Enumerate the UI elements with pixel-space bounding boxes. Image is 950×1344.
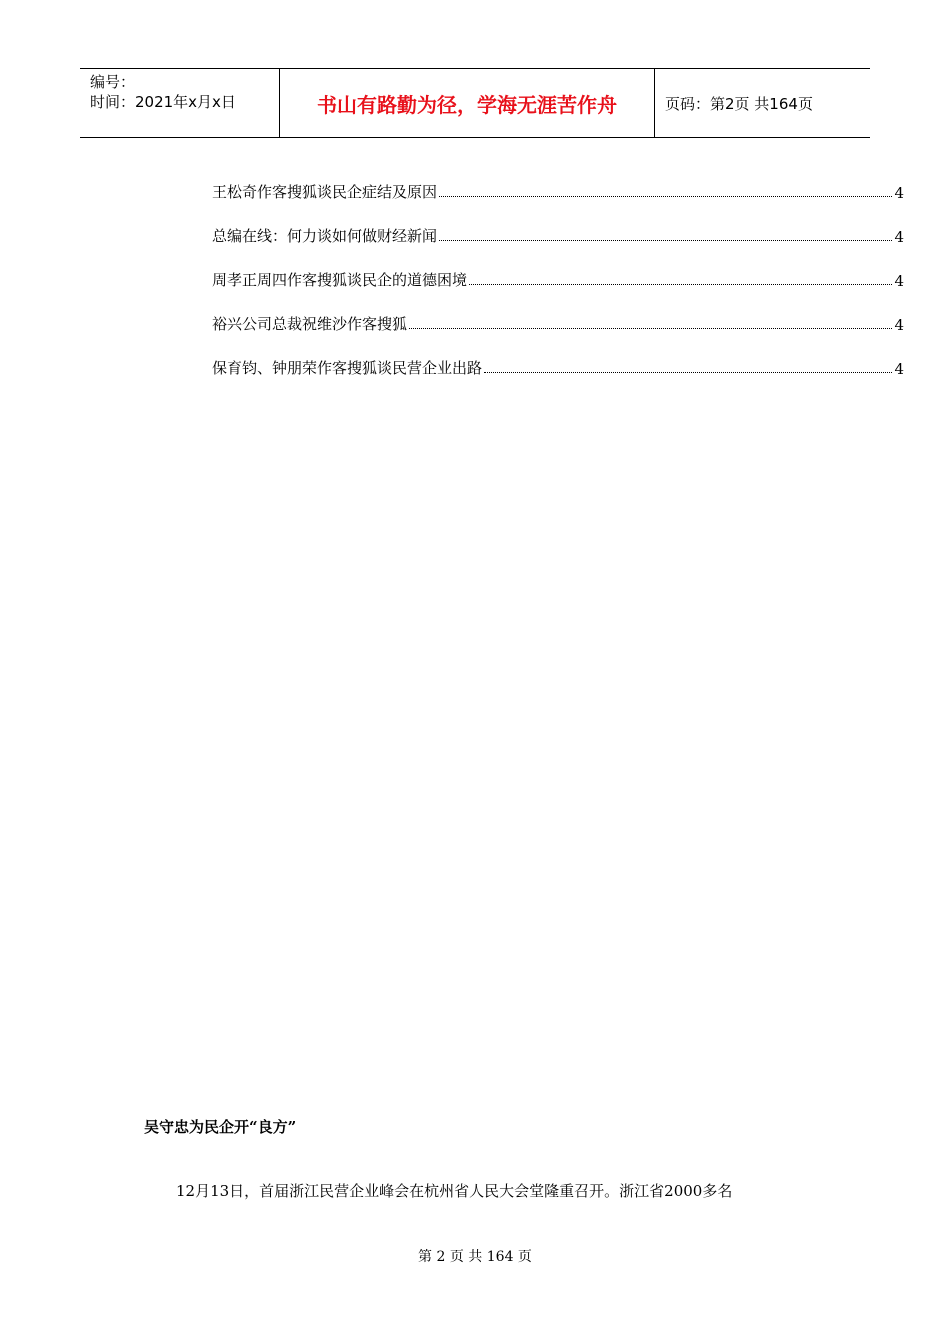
body-paragraph: 12月13日，首届浙江民营企业峰会在杭州省人民大会堂隆重召开。浙江省2000多名 xyxy=(176,1182,733,1200)
number-label: 编号： xyxy=(90,73,136,91)
page-footer: 第 2 页 共 164 页 xyxy=(418,1249,532,1265)
toc-entry-title: 周孝正周四作客搜狐谈民企的道德困境 xyxy=(212,271,468,289)
toc-leader-dots xyxy=(469,283,892,285)
section-title: 吴守忠为民企开“良方” xyxy=(144,1118,297,1136)
toc-entry-title: 裕兴公司总裁祝维沙作客搜狐 xyxy=(212,315,408,333)
table-of-contents xyxy=(212,158,904,378)
toc-entry-title: 王松奇作客搜狐谈民企症结及原因 xyxy=(212,183,438,201)
header-page-info: 页码：第2页 共164页 xyxy=(665,94,813,113)
toc-entry-page: 4 xyxy=(894,272,904,290)
header-motto: 书山有路勤为径，学海无涯苦作舟 xyxy=(280,69,655,137)
toc-entry-title: 总编在线：何力谈如何做财经新闻 xyxy=(212,227,438,245)
toc-entry[interactable] xyxy=(212,158,904,202)
toc-entry[interactable] xyxy=(212,202,904,246)
toc-leader-dots xyxy=(484,371,892,373)
toc-entry[interactable] xyxy=(212,290,904,334)
toc-entry[interactable] xyxy=(212,334,904,378)
time-label: 时间：2021年x月x日 xyxy=(90,93,236,111)
toc-entry-page: 4 xyxy=(894,184,904,202)
toc-entry-page: 4 xyxy=(894,360,904,378)
toc-leader-dots xyxy=(439,195,892,197)
toc-entry-title: 保育钧、钟朋荣作客搜狐谈民营企业出路 xyxy=(212,359,483,377)
toc-entry-page: 4 xyxy=(894,228,904,246)
header-meta xyxy=(80,69,280,137)
toc-leader-dots xyxy=(439,239,892,241)
toc-leader-dots xyxy=(409,327,892,329)
toc-entry-page: 4 xyxy=(894,316,904,334)
toc-entry[interactable] xyxy=(212,246,904,290)
page-header xyxy=(80,68,870,138)
